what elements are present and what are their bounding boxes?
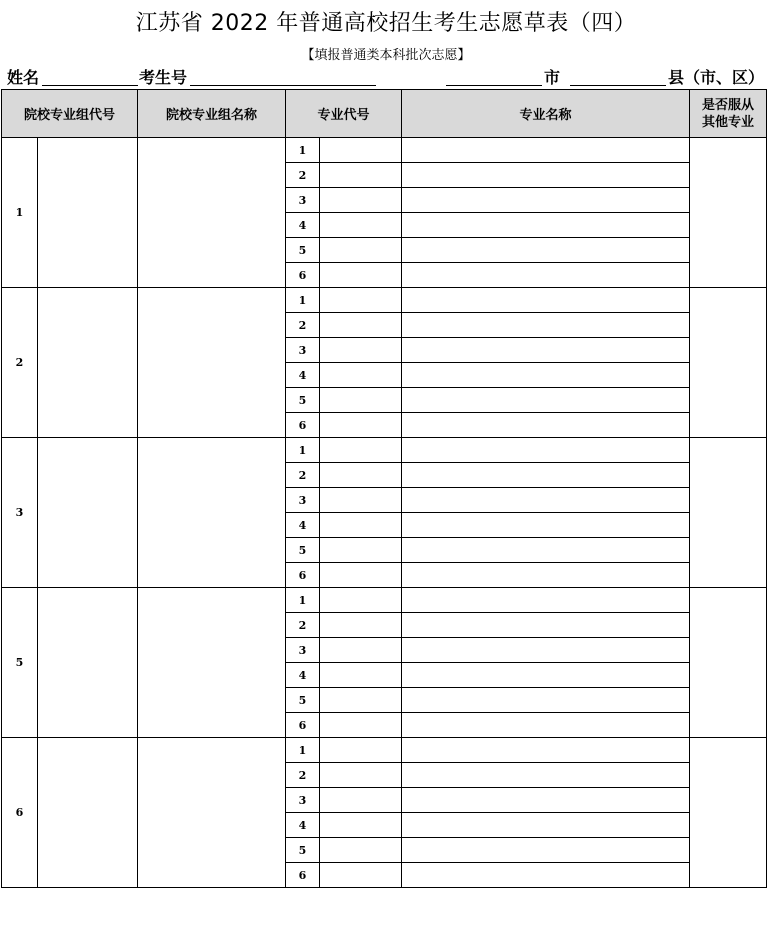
major-code-cell[interactable] [320,713,402,738]
major-name-cell[interactable] [402,213,690,238]
major-name-cell[interactable] [402,313,690,338]
major-slot-number: 2 [286,313,320,338]
major-slot-number: 4 [286,813,320,838]
county-label: 县（市、区） [668,68,765,87]
major-code-cell[interactable] [320,438,402,463]
major-slot-number: 5 [286,538,320,563]
major-code-cell[interactable] [320,663,402,688]
major-name-cell[interactable] [402,263,690,288]
city-label: 市 [544,68,561,87]
group-code-cell[interactable] [38,438,138,588]
group-code-cell[interactable] [38,588,138,738]
table-row [2,588,767,613]
major-slot-number: 5 [286,688,320,713]
major-code-cell[interactable] [320,263,402,288]
major-slot-number: 2 [286,763,320,788]
table-row [2,288,767,313]
group-sequence: 3 [2,438,38,588]
group-name-cell[interactable] [138,138,286,288]
name-field[interactable] [42,85,138,86]
major-slot-number: 4 [286,513,320,538]
major-slot-number: 1 [286,588,320,613]
group-name-cell[interactable] [138,588,286,738]
major-code-cell[interactable] [320,213,402,238]
group-name-cell[interactable] [138,438,286,588]
major-slot-number: 1 [286,738,320,763]
major-name-cell[interactable] [402,588,690,613]
group-sequence: 1 [2,138,38,288]
county-field[interactable] [570,85,666,86]
major-name-cell[interactable] [402,838,690,863]
major-code-cell[interactable] [320,363,402,388]
major-slot-number: 6 [286,413,320,438]
major-name-cell[interactable] [402,388,690,413]
adjust-cell[interactable] [690,438,767,588]
major-code-cell[interactable] [320,138,402,163]
major-code-cell[interactable] [320,563,402,588]
group-sequence: 2 [2,288,38,438]
major-slot-number: 3 [286,788,320,813]
major-slot-number: 6 [286,563,320,588]
major-code-cell[interactable] [320,188,402,213]
major-slot-number: 6 [286,863,320,888]
exam-no-field[interactable] [190,85,376,86]
major-slot-number: 5 [286,388,320,413]
adjust-cell[interactable] [690,288,767,438]
major-name-cell[interactable] [402,663,690,688]
header-adjust [690,90,767,138]
major-code-cell[interactable] [320,538,402,563]
major-slot-number: 5 [286,238,320,263]
major-name-cell[interactable] [402,488,690,513]
major-code-cell[interactable] [320,613,402,638]
major-name-cell[interactable] [402,463,690,488]
header-major-code: 专业代号 [286,90,402,138]
major-slot-number: 3 [286,338,320,363]
major-code-cell[interactable] [320,788,402,813]
adjust-cell[interactable] [690,588,767,738]
name-label: 姓名 [7,68,40,87]
city-field[interactable] [446,85,542,86]
major-slot-number: 5 [286,838,320,863]
major-code-cell[interactable] [320,388,402,413]
table-row [2,438,767,463]
major-code-cell[interactable] [320,763,402,788]
major-name-cell[interactable] [402,638,690,663]
major-slot-number: 3 [286,188,320,213]
major-name-cell[interactable] [402,438,690,463]
major-slot-number: 4 [286,363,320,388]
table-row [2,738,767,763]
header-adjust-line2: 其他专业 [701,114,754,130]
major-code-cell[interactable] [320,238,402,263]
major-slot-number: 6 [286,713,320,738]
major-code-cell[interactable] [320,288,402,313]
major-name-cell[interactable] [402,813,690,838]
major-name-cell[interactable] [402,688,690,713]
major-name-cell[interactable] [402,338,690,363]
group-code-cell[interactable] [38,738,138,888]
header-group-name: 院校专业组名称 [138,90,286,138]
major-name-cell[interactable] [402,738,690,763]
major-slot-number: 1 [286,438,320,463]
major-name-cell[interactable] [402,138,690,163]
major-code-cell[interactable] [320,338,402,363]
major-slot-number: 3 [286,488,320,513]
group-sequence: 6 [2,738,38,888]
major-slot-number: 4 [286,213,320,238]
adjust-cell[interactable] [690,138,767,288]
group-code-cell[interactable] [38,138,138,288]
volunteer-table [1,89,767,888]
group-name-cell[interactable] [138,288,286,438]
major-name-cell[interactable] [402,563,690,588]
major-code-cell[interactable] [320,638,402,663]
header-row [2,90,767,138]
major-name-cell[interactable] [402,163,690,188]
major-name-cell[interactable] [402,863,690,888]
adjust-cell[interactable] [690,738,767,888]
major-code-cell[interactable] [320,163,402,188]
group-sequence: 5 [2,588,38,738]
major-code-cell[interactable] [320,838,402,863]
header-group-code: 院校专业组代号 [2,90,138,138]
major-name-cell[interactable] [402,713,690,738]
group-code-cell[interactable] [38,288,138,438]
major-code-cell[interactable] [320,413,402,438]
major-name-cell[interactable] [402,413,690,438]
table-row [2,138,767,163]
major-code-cell[interactable] [320,863,402,888]
major-name-cell[interactable] [402,788,690,813]
major-code-cell[interactable] [320,313,402,338]
major-slot-number: 4 [286,663,320,688]
page-subtitle: 【填报普通类本科批次志愿】 [301,48,471,63]
major-slot-number: 2 [286,613,320,638]
major-slot-number: 3 [286,638,320,663]
major-slot-number: 1 [286,138,320,163]
major-code-cell[interactable] [320,463,402,488]
major-name-cell[interactable] [402,613,690,638]
major-name-cell[interactable] [402,763,690,788]
major-slot-number: 6 [286,263,320,288]
header-major-name: 专业名称 [402,90,690,138]
major-slot-number: 2 [286,163,320,188]
major-slot-number: 1 [286,288,320,313]
major-code-cell[interactable] [320,588,402,613]
table-body [2,138,767,888]
group-name-cell[interactable] [138,738,286,888]
major-name-cell[interactable] [402,188,690,213]
major-code-cell[interactable] [320,688,402,713]
major-name-cell[interactable] [402,288,690,313]
major-name-cell[interactable] [402,238,690,263]
major-name-cell[interactable] [402,538,690,563]
page-title: 江苏省 2022 年普通高校招生考生志愿草表（四） [135,11,637,36]
major-name-cell[interactable] [402,363,690,388]
header-adjust-line1: 是否服从 [701,97,754,113]
major-name-cell[interactable] [402,513,690,538]
major-code-cell[interactable] [320,488,402,513]
major-slot-number: 2 [286,463,320,488]
major-code-cell[interactable] [320,513,402,538]
exam-no-label: 考生号 [139,68,188,87]
major-code-cell[interactable] [320,813,402,838]
major-code-cell[interactable] [320,738,402,763]
